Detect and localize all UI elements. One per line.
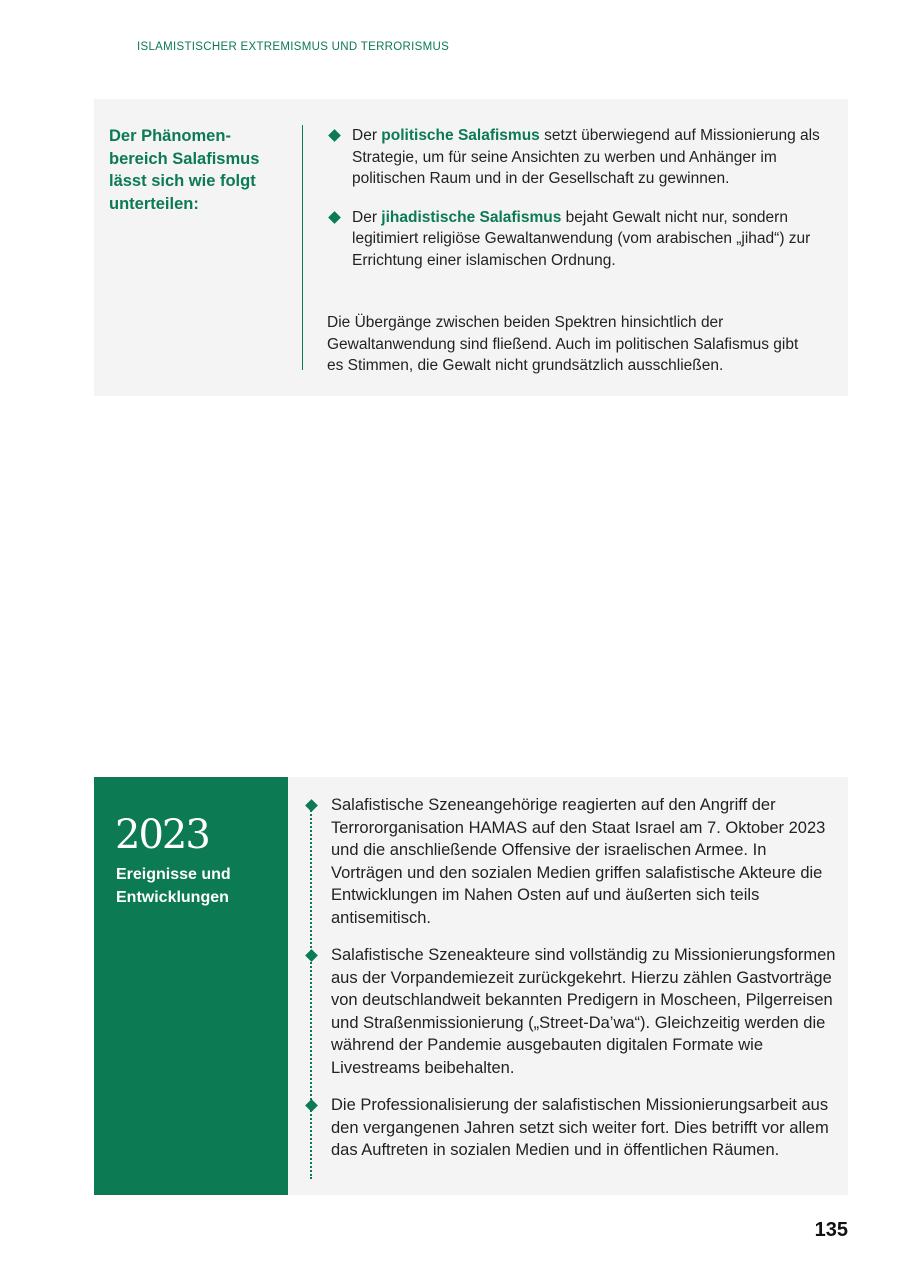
events-sidebar-title: Ereignisse und Entwicklungen [116,866,231,906]
page-number: 135 [814,1219,848,1241]
list-item: Die Professionalisierung der salafistischen Missionierungsarbeit aus den vergangenen Jahren setzt sich weiter fort. Dies betrifft vor allem das Auftreten in sozialen Medien und in öffentlichen Räumen. [306,1094,836,1162]
diamond-bullet-icon [305,949,318,962]
running-header: ISLAMISTISCHER EXTREMISMUS UND TERRORISMUS [137,41,450,53]
list-item: Der politische Salafismus setzt überwiegend auf Missionierung als Strategie, um für seine Ansichten zu werben und Anhänger im politischen Raum und in der Gesellschaft zu gewinnen. [327,125,827,190]
diamond-bullet-icon [305,799,318,812]
list-item: Der jihadistische Salafismus bejaht Gewalt nicht nur, sondern legitimiert religiöse Gewaltanwendung (vom arabischen „jihad“) zur Errichtung einer islamischen Ordnung. [327,207,827,272]
diamond-bullet-icon [328,129,341,142]
list-item: Salafistische Szeneakteure sind vollständig zu Missionierungsformen aus der Vorpandemiezeit zurückgekehrt. Hierzu zählen Gastvorträge von deutschlandweit bekannten Predigern in Moscheen, Pilgerreisen und Straßenmissionierung („Street-Da’wa“). Gleichzeitig werden die während der Pandemie ausgebauten digitalen Formate wie Livestreams beibehalten. [306,944,836,1079]
highlighted-term: politische Salafismus [381,127,540,144]
events-sidebar [94,777,288,1195]
list-item: Salafistische Szeneangehörige reagierten auf den Angriff der Terrororganisation HAMAS auf den Staat Israel am 7. Oktober 2023 und die anschließende Offensive der israelischen Armee. In Vorträgen und den sozialen Medien griffen salafistische Akteure die Entwicklungen im Nahen Osten auf und äußerten sich teils antisemitisch. [306,794,836,929]
diamond-bullet-icon [305,1099,318,1112]
events-box-2023 [94,777,848,1195]
diamond-bullet-icon [328,211,341,224]
vertical-divider [302,125,303,370]
highlighted-term: jihadistische Salafismus [381,208,562,226]
year-label: 2023 [115,812,209,858]
salafism-types-list [327,125,827,271]
events-list [306,794,836,1162]
info-box-salafism-types [94,99,848,396]
info-box-paragraph: Die Übergänge zwischen beiden Spektren hinsichtlich der Gewaltanwendung sind fließend. Auch im politischen Salafismus gibt es Stimmen, die Gewalt nicht grundsätzlich ausschließen. [327,314,799,374]
info-box-heading: Der Phänomen-bereich Salafismus lässt sich wie folgt unterteilen: [109,127,260,213]
